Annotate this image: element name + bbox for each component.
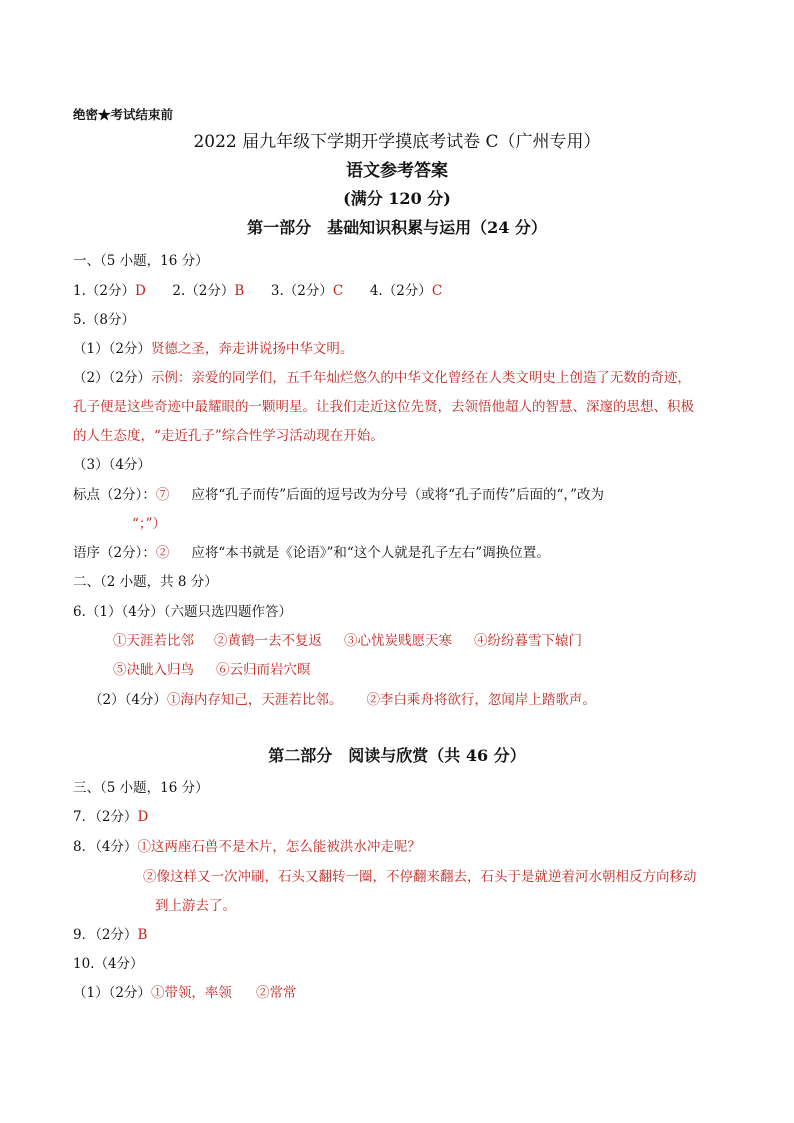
q7-answer: D bbox=[137, 809, 149, 825]
order-text: 应将“本书就是《论语》”和“这个人就是孔子左右”调换位置。 bbox=[191, 545, 550, 561]
punct-text-line2: “；”） bbox=[132, 516, 167, 532]
q6-ans-2: ②黄鹤一去不复返 bbox=[214, 633, 322, 649]
q6-1-label: 6.（1）（4分）（六题只选四题作答） bbox=[73, 604, 293, 620]
q3-answer: C bbox=[332, 283, 344, 299]
q5-1-answer: 贤德之圣，奔走讲说扬中华文明。 bbox=[150, 341, 354, 357]
q1-label: 1.（2分） bbox=[73, 283, 135, 299]
q9-label: 9．（2分） bbox=[73, 927, 138, 943]
q10-1 bbox=[73, 984, 296, 1002]
q8 bbox=[73, 838, 421, 856]
q6-1-row1 bbox=[113, 632, 582, 650]
q6-ans-3: ③心忧炭贱愿天寒 bbox=[344, 633, 452, 649]
q10-label: 10.（4分） bbox=[73, 956, 144, 972]
q6-2-answer-a: ①海内存知己，天涯若比邻。 bbox=[166, 692, 343, 708]
q7-label: 7．（2分） bbox=[73, 809, 138, 825]
answer-subtitle: 语文参考答案 bbox=[346, 161, 448, 181]
q10-1-answer-a: ①带领，率领 bbox=[150, 985, 232, 1001]
q5-3-label: （3）（4分） bbox=[73, 457, 151, 473]
q5-1 bbox=[73, 340, 353, 358]
q7 bbox=[73, 808, 148, 826]
part1-heading: 第一部分 基础知识积累与运用（24 分） bbox=[247, 218, 547, 237]
section-3-heading: 三、（5 小题，16 分） bbox=[73, 780, 209, 796]
q6-ans-4: ④纷纷暮雪下辕门 bbox=[474, 633, 582, 649]
section-1-heading: 一、（5 小题，16 分） bbox=[73, 253, 209, 269]
q5-label: 5.（8分） bbox=[73, 312, 135, 328]
q8-answer-2-line2: 到上游去了。 bbox=[155, 898, 236, 914]
q8-answer-1: ①这两座石兽不是木片，怎么能被洪水冲走呢？ bbox=[137, 839, 421, 855]
section-2-heading: 二、（2 小题，共 8 分） bbox=[73, 574, 218, 590]
q8-label: 8．（4分） bbox=[73, 839, 138, 855]
order-number: ② bbox=[155, 545, 170, 561]
q5-2-answer-line2: 孔子便是这些奇迹中最耀眼的一颗明星。让我们走近这位先贤，去领悟他超人的智慧、深邃的思想、积极 bbox=[73, 399, 694, 415]
q10-1-answer-b: ②常常 bbox=[255, 985, 297, 1001]
confidential-mark: 绝密★考试结束前 bbox=[73, 107, 174, 122]
q5-2-answer-line3: 的人生态度，“走近孔子”综合性学习活动现在开始。 bbox=[73, 428, 384, 444]
q3-label: 3.（2分） bbox=[270, 283, 333, 299]
punct-number: ⑦ bbox=[155, 487, 170, 503]
exam-title: 2022 届九年级下学期开学摸底考试卷 C（广州专用） bbox=[193, 132, 601, 152]
q8-answer-2-line1: ②像这样又一次冲刷，石头又翻转一圈，不停翻来翻去，石头于是就逆着河水朝相反方向移动 bbox=[143, 869, 697, 885]
q1-answer: D bbox=[134, 283, 146, 299]
q6-ans-1: ①天涯若比邻 bbox=[113, 633, 194, 649]
q5-2-line1 bbox=[73, 369, 691, 387]
punct-text-line1: 应将“孔子而传”后面的逗号改为分号（或将“孔子而传”后面的“，”改为 bbox=[191, 487, 605, 503]
q1-4-answers bbox=[73, 282, 442, 300]
q6-ans-6: ⑥云归而岩穴暝 bbox=[216, 662, 311, 678]
q9-answer: B bbox=[137, 927, 148, 943]
punctuation-answer-line1 bbox=[73, 486, 604, 504]
q6-ans-5: ⑤决眦入归鸟 bbox=[113, 662, 194, 678]
q10-1-label: （1）（2分） bbox=[73, 985, 151, 1001]
q2-answer: B bbox=[234, 283, 245, 299]
full-score: (满分 120 分) bbox=[343, 189, 451, 208]
q4-answer: C bbox=[431, 283, 443, 299]
order-label: 语序（2分）： bbox=[73, 545, 156, 561]
q6-2-answer-b: ②李白乘舟将欲行，忽闻岸上踏歌声。 bbox=[366, 692, 596, 708]
q5-2-label: （2）（2分） bbox=[73, 370, 151, 386]
q9 bbox=[73, 926, 147, 944]
q2-label: 2.（2分） bbox=[172, 283, 235, 299]
part2-heading: 第二部分 阅读与欣赏（共 46 分） bbox=[268, 746, 526, 765]
punct-label: 标点（2分）： bbox=[73, 487, 156, 503]
q5-2-answer-line1: 示例：亲爱的同学们，五千年灿烂悠久的中华文化曾经在人类文明史上创造了无数的奇迹， bbox=[150, 370, 691, 386]
q6-2-label: （2）（4分） bbox=[89, 692, 167, 708]
q5-1-label: （1）（2分） bbox=[73, 341, 151, 357]
q4-label: 4.（2分） bbox=[369, 283, 432, 299]
word-order-answer bbox=[73, 544, 550, 562]
q6-1-row2 bbox=[113, 661, 311, 679]
q6-2 bbox=[89, 691, 596, 709]
